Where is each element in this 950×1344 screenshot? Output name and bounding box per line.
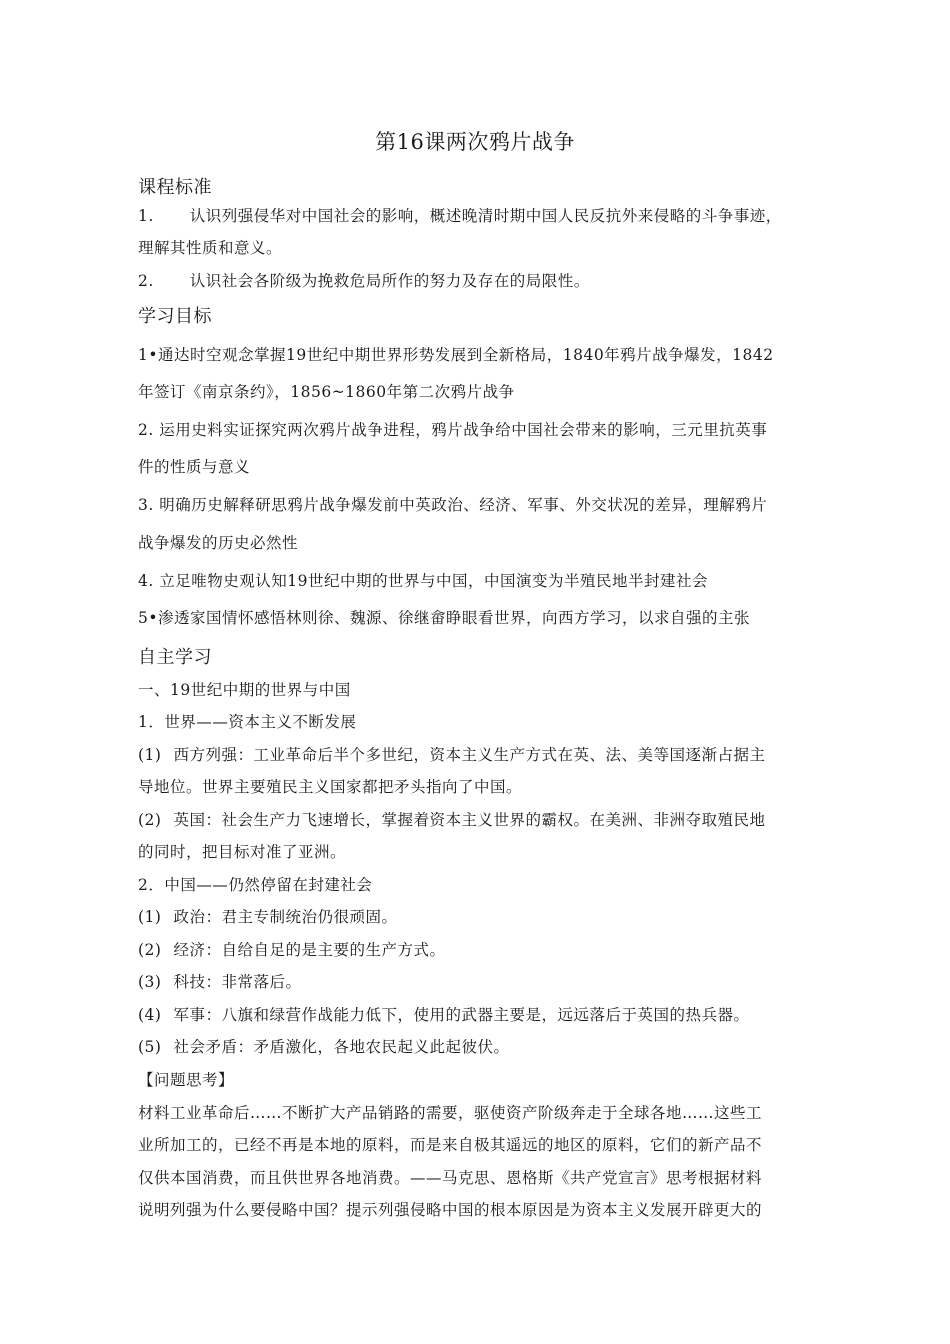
list-number: 2. xyxy=(138,272,154,290)
standard-item-1-text: 认识列强侵华对中国社会的影响，概述晚清时期中国人民反抗外来侵略的斗争事迹， xyxy=(189,207,782,225)
list-number: (2) xyxy=(138,941,162,959)
list-number: (5) xyxy=(138,1038,162,1056)
world-item-1-text: 西方列强：工业革命后半个多世纪，资本主义生产方式在英、法、美等国逐渐占据主 xyxy=(173,746,766,764)
part-1-heading: 一、19世纪中期的世界与中国 xyxy=(138,681,351,699)
page-title: 第16课两次鸦片战争 xyxy=(375,130,575,154)
china-item-3 xyxy=(138,971,301,993)
thinking-heading: 【问题思考】 xyxy=(138,1071,235,1089)
china-item-5-text: 社会矛盾：矛盾激化，各地农民起义此起彼伏。 xyxy=(173,1038,510,1056)
world-item-2 xyxy=(138,809,765,831)
china-item-3-text: 科技：非常落后。 xyxy=(173,973,302,991)
list-number: (3) xyxy=(138,973,162,991)
thinking-line-3: 仅供本国消费，而且供世界各地消费。——马克思、恩格斯《共产党宣言》思考根据材料 xyxy=(138,1169,763,1187)
world-item-2-text: 英国：社会生产力飞速增长，掌握着资本主义世界的霸权。在美洲、非洲夺取殖民地 xyxy=(173,811,766,829)
section-heading-standards: 课程标准 xyxy=(138,177,212,198)
goal-3-cont: 战争爆发的历史必然性 xyxy=(138,534,299,552)
china-item-4 xyxy=(138,1004,749,1026)
goal-5: 5•渗透家国情怀感悟林则徐、魏源、徐继畲睁眼看世界，向西方学习，以求自强的主张 xyxy=(138,609,751,627)
china-item-4-text: 军事：八旗和绿营作战能力低下，使用的武器主要是，远远落后于英国的热兵器。 xyxy=(173,1006,750,1024)
goal-3: 3. 明确历史解释研思鸦片战争爆发前中英政治、经济、军事、外交状况的差异，理解鸦片 xyxy=(138,496,768,514)
china-item-5 xyxy=(138,1036,509,1058)
china-item-2-text: 经济：自给自足的是主要的生产方式。 xyxy=(173,941,446,959)
thinking-line-1: 材料工业革命后……不断扩大产品销路的需要，驱使资产阶级奔走于全球各地……这些工 xyxy=(138,1104,763,1122)
list-number: (2) xyxy=(138,811,162,829)
china-item-1-text: 政治：君主专制统治仍很顽固。 xyxy=(173,908,398,926)
standard-item-2-text: 认识社会各阶级为挽救危局所作的努力及存在的局限性。 xyxy=(189,272,590,290)
goal-4: 4. 立足唯物史观认知19世纪中期的世界与中国，中国演变为半殖民地半封建社会 xyxy=(138,572,708,590)
standard-item-1 xyxy=(138,205,782,227)
world-item-1 xyxy=(138,744,765,766)
goal-1-cont: 年签订《南京条约》，1856~1860年第二次鸦片战争 xyxy=(138,383,515,401)
china-heading: 2．中国——仍然停留在封建社会 xyxy=(138,876,373,894)
standard-item-2 xyxy=(138,270,590,292)
world-heading: 1．世界——资本主义不断发展 xyxy=(138,713,357,731)
china-item-1 xyxy=(138,906,397,928)
section-heading-goals: 学习目标 xyxy=(138,306,212,327)
world-item-2-cont: 的同时，把目标对准了亚洲。 xyxy=(138,843,347,861)
thinking-line-4: 说明列强为什么要侵略中国？提示列强侵略中国的根本原因是为资本主义发展开辟更大的 xyxy=(138,1201,763,1219)
thinking-line-2: 业所加工的，已经不再是本地的原料，而是来自极其遥远的地区的原料，它们的新产品不 xyxy=(138,1136,763,1154)
goal-2: 2. 运用史料实证探究两次鸦片战争进程，鸦片战争给中国社会带来的影响，三元里抗英事 xyxy=(138,421,768,439)
china-item-2 xyxy=(138,939,445,961)
list-number: (4) xyxy=(138,1006,162,1024)
standard-item-1-cont: 理解其性质和意义。 xyxy=(138,239,283,257)
section-heading-self-study: 自主学习 xyxy=(138,647,212,668)
list-number: 1. xyxy=(138,207,154,225)
list-number: (1) xyxy=(138,746,162,764)
goal-2-cont: 件的性质与意义 xyxy=(138,458,251,476)
world-item-1-cont: 导地位。世界主要殖民主义国家都把矛头指向了中国。 xyxy=(138,778,523,796)
list-number: (1) xyxy=(138,908,162,926)
goal-1: 1•通达时空观念掌握19世纪中期世界形势发展到全新格局，1840年鸦片战争爆发，1842 xyxy=(138,346,774,364)
